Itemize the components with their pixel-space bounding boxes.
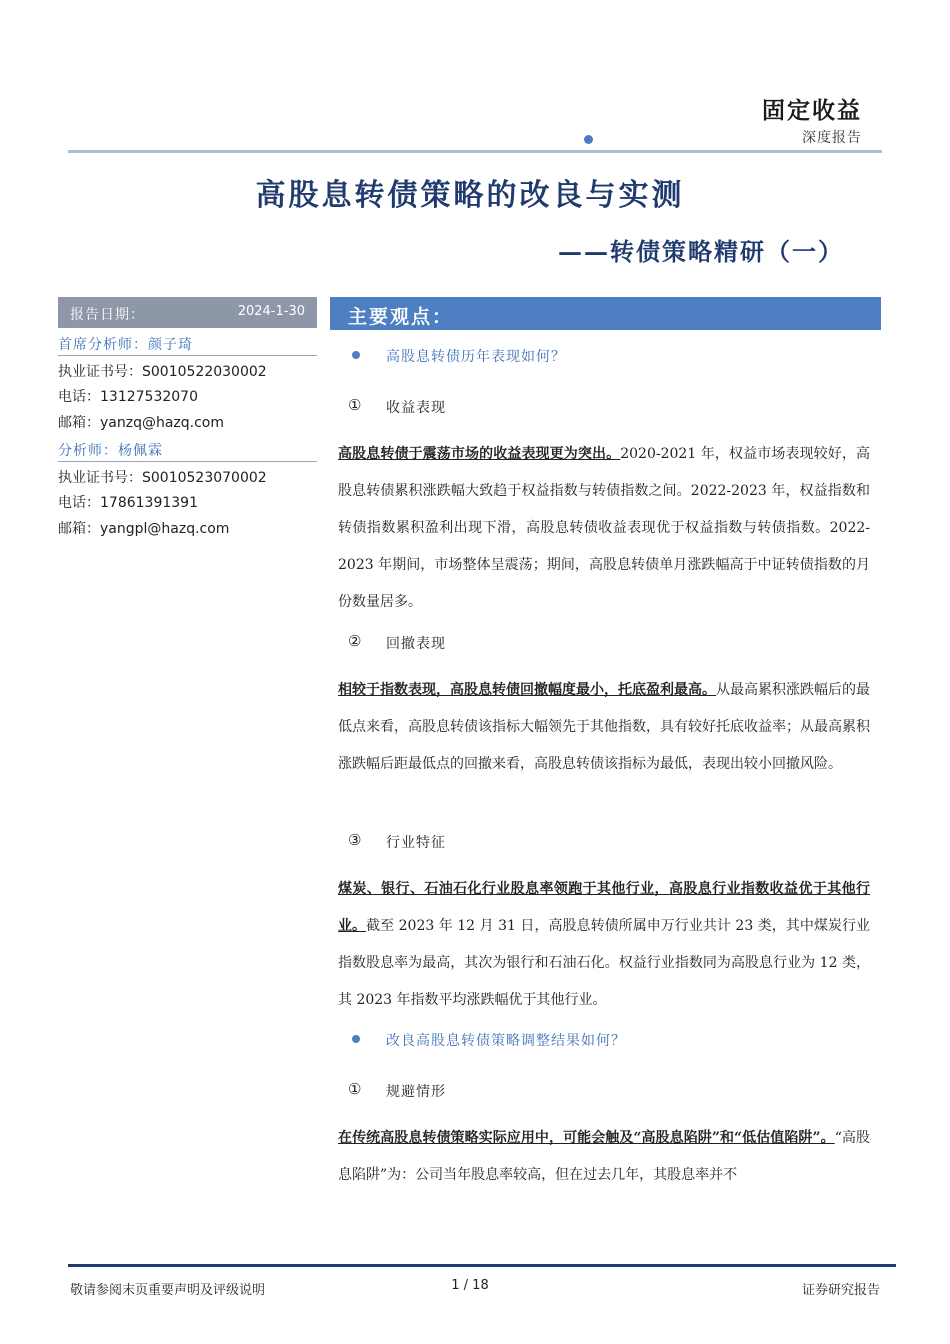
item-label: 收益表现: [386, 400, 446, 416]
footer-doc-type: 证券研究报告: [801, 1283, 880, 1298]
header-divider: [68, 150, 882, 153]
analyst-1-email[interactable]: 邮箱：yanzq@hazq.com: [58, 415, 225, 431]
analyst-2-cert: 执业证书号：S0010523070002: [58, 470, 267, 486]
item-label: 行业特征: [386, 835, 446, 851]
report-date-bar: [58, 297, 317, 328]
analyst-1-name: 首席分析师：颜子琦: [58, 337, 193, 353]
report-date-label: 报告日期：: [70, 307, 145, 323]
report-type: 深度报告: [802, 130, 862, 146]
item-number: ①: [348, 1080, 362, 1098]
analyst-2-phone: 电话：17861391391: [58, 495, 198, 511]
report-title: 高股息转债策略的改良与实测: [255, 178, 685, 213]
analyst-1-phone: 电话：13127532070: [58, 389, 198, 405]
report-subtitle: ——转债策略精研（一）: [558, 237, 844, 266]
report-date-value: 2024-1-30: [237, 304, 305, 319]
main-points-header: 主要观点：: [330, 297, 881, 330]
header-dot: [584, 135, 593, 144]
question-1: 高股息转债历年表现如何？: [386, 349, 566, 365]
item-label: 规避情形: [386, 1084, 446, 1100]
report-category: 固定收益: [762, 97, 862, 124]
paragraph-returns: 高股息转债于震荡市场的收益表现更为突出。2020-2021 年，权益市场表现较好，高股息转债累积涨跌幅大致趋于权益指数与转债指数之间。2022-2023 年，权益指数和转债指数累积盈利出现下滑，高股息转债收益表现优于权益指数与转债指数。2022-2023 年期间，市场整体呈震荡；期间，高股息转债单月涨跌幅高于中证转债指数的月份数量居多。: [338, 446, 870, 610]
analyst-2-name: 分析师：杨佩霖: [58, 443, 163, 459]
paragraph-industry: 煤炭、银行、石油石化行业股息率领跑于其他行业，高股息行业指数收益优于其他行业。截至 2023 年 12 月 31 日，高股息转债所属申万行业共计 23 类，其中煤炭行业指数股息率为最高，其次为银行和石油石化。权益行业指数同为高股息行业为 12 类，其 2023 年指数平均涨跌幅优于其他行业。: [338, 881, 870, 1008]
bullet-icon: [352, 351, 360, 359]
analyst-2-divider: [58, 461, 317, 462]
item-number: ①: [348, 396, 362, 414]
analyst-1-divider: [58, 355, 317, 356]
question-2: 改良高股息转债策略调整结果如何？: [386, 1033, 626, 1049]
item-label: 回撤表现: [386, 636, 446, 652]
footer-disclaimer: 敬请参阅末页重要声明及评级说明: [70, 1283, 266, 1298]
analyst-2-email[interactable]: 邮箱：yangpl@hazq.com: [58, 521, 230, 537]
footer-divider: [68, 1264, 896, 1267]
item-number: ③: [348, 831, 362, 849]
item-number: ②: [348, 632, 362, 650]
paragraph-avoidance: 在传统高股息转债策略实际应用中，可能会触及“高股息陷阱”和“低估值陷阱”。“高股息陷阱”为：公司当年股息率较高，但在过去几年，其股息率并不: [338, 1130, 870, 1183]
paragraph-drawdown: 相较于指数表现，高股息转债回撤幅度最小，托底盈利最高。从最高累积涨跌幅后的最低点来看，高股息转债该指标大幅领先于其他指数，具有较好托底收益率；从最高累积涨跌幅后距最低点的回撤来看，高股息转债该指标为最低，表现出较小回撤风险。: [338, 682, 870, 772]
analyst-1-cert: 执业证书号：S0010522030002: [58, 364, 267, 380]
page-number: 1 / 18: [451, 1278, 489, 1293]
bullet-icon: [352, 1035, 360, 1043]
